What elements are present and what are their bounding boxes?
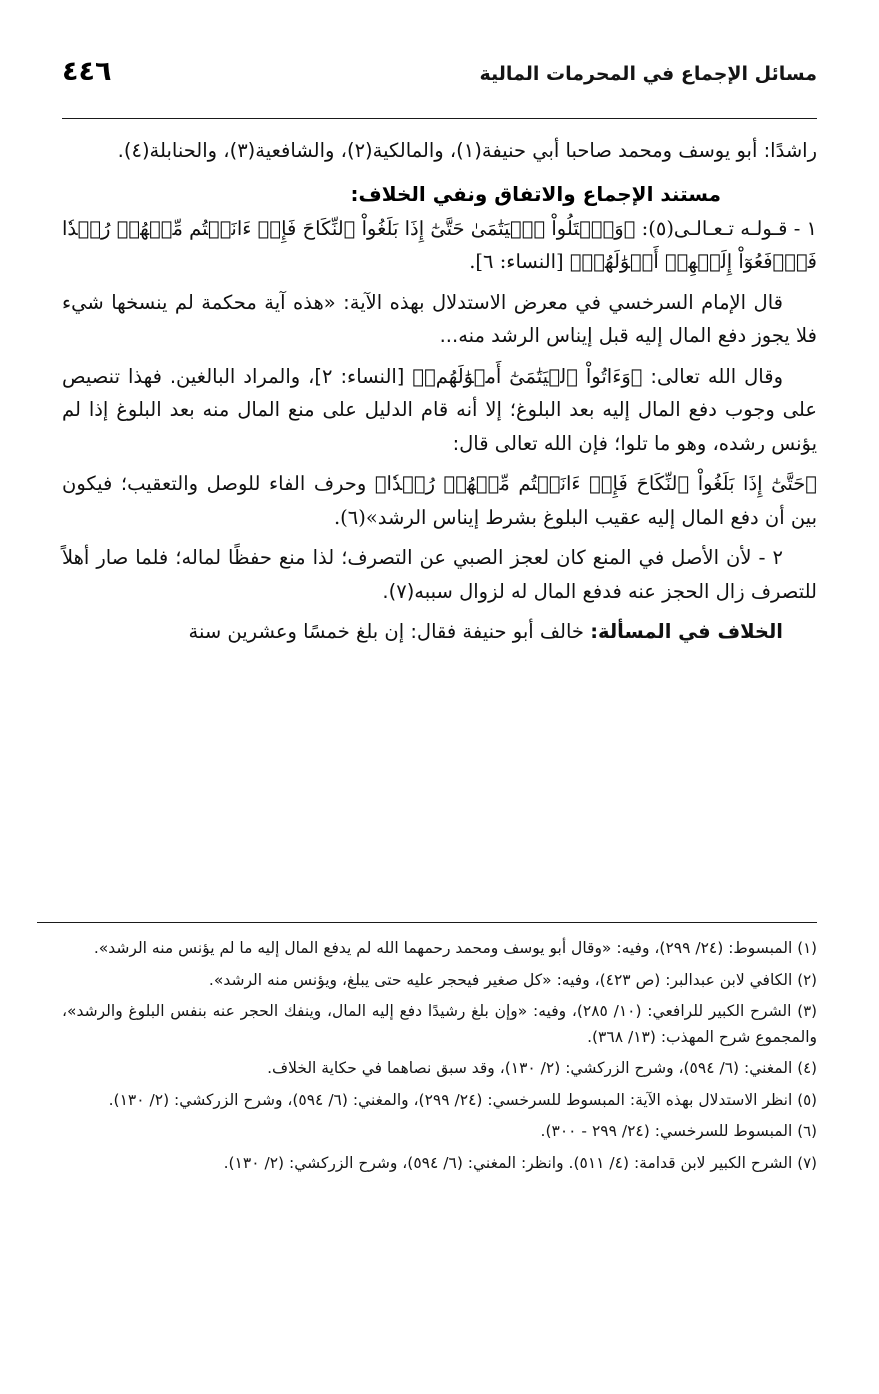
footnote-number: (٤): [797, 1059, 817, 1078]
footnote-text: المبسوط: (٢٤/ ٢٩٩)، وفيه: «وقال أبو يوسف ومحمد رحمهما الله لم يدفع المال إليه ما لم يؤنس منه الرشد».: [93, 939, 793, 957]
header-divider: [62, 118, 817, 119]
footnote-text: الشرح الكبير للرافعي: (١٠/ ٢٨٥)، وفيه: «وإن بلغ رشيدًا دفع إليه المال، وينفك الحجر عنه بنفس البلوغ والرشد»، والمجموع شرح المهذب: (١٣/ ٣٦٨).: [62, 1002, 817, 1046]
footnote-number: (١): [797, 939, 817, 957]
khilaf-label: الخلاف في المسألة:: [590, 620, 783, 644]
footnote-item: [62, 1151, 817, 1177]
page-header: [62, 56, 817, 87]
page-number: ٤٤٦: [62, 56, 112, 87]
footnote-number: (٣): [797, 1002, 817, 1021]
section-heading-evidence: مستند الإجماع والاتفاق ونفي الخلاف:: [350, 181, 721, 206]
paragraph-sarakhsi-quote: قال الإمام السرخسي في معرض الاستدلال بهذه الآية: «هذه آية محكمة لم ينسخها شيء فلا يجوز دفع المال إليه قبل إيناس الرشد منه...: [62, 290, 817, 348]
paragraph-quran-evidence-1: ١ - قـولـه تـعـالـى(٥): ﴿وَٱبۡتَلُواْ ٱلۡيَتَٰمَىٰ حَتَّىٰٓ إِذَا بَلَغُواْ ٱلنِّكَاحَ فَإِنۡ ءَانَسۡتُم مِّنۡهُمۡ رُشۡدٗا فَٱدۡفَعُوٓاْ إِلَيۡهِمۡ أَمۡوَٰلَهُمۡ﴾ [النساء: ٦].: [62, 216, 817, 274]
footnote-number: (٧): [797, 1153, 817, 1172]
footnote-list: [62, 936, 817, 1183]
footnote-text: الكافي لابن عبدالبر: (ص ٤٢٣)، وفيه: «كل صغير فيحجر عليه حتى يبلغ، ويؤنس منه الرشد».: [208, 970, 793, 989]
footnote-text: الشرح الكبير لابن قدامة: (٤/ ٥١١). وانظر: المغني: (٦/ ٥٩٤)، وشرح الزركشي: (٢/ ١٣٠).: [223, 1153, 793, 1172]
paragraph-quote-continued-1: وقال الله تعالى: ﴿وَءَاتُواْ ٱلۡيَتَٰمَىٰٓ أَمۡوَٰلَهُمۡ﴾ [النساء: ٢]، والمراد البالغين. فهذا تنصيص على وجوب دفع المال إليه بعد البلوغ؛ إلا أنه قام الدليل على منع المال منه بعد البلوغ إذا لم يؤنس رشده، وهو ما تلوا؛ فإن الله تعالى قال:: [62, 364, 817, 455]
footnote-item: [62, 968, 817, 994]
footnote-item: [62, 999, 817, 1050]
footnote-divider: [37, 922, 817, 923]
paragraph-opening: راشدًا: أبو يوسف ومحمد صاحبا أبي حنيفة(١)، والمالكية(٢)، والشافعية(٣)، والحنابلة(٤).: [117, 139, 817, 162]
paragraph-evidence-2: ٢ - لأن الأصل في المنع كان لعجز الصبي عن التصرف؛ لذا منع حفظًا لماله؛ فلما صار أهلاً للتصرف زال الحجز عنه فدفع المال له لزوال سببه(٧).: [62, 546, 817, 603]
khilaf-text: خالف أبو حنيفة فقال: إن بلغ خمسًا وعشرين سنة: [188, 620, 584, 644]
footnote-text: المبسوط للسرخسي: (٢٤/ ٢٩٩ - ٣٠٠).: [540, 1122, 793, 1141]
footnote-text: انظر الاستدلال بهذه الآية: المبسوط للسرخسي: (٢٤/ ٢٩٩)، والمغني: (٦/ ٥٩٤)، وشرح الزركشي: (٢/ ١٣٠).: [108, 1090, 793, 1109]
footnote-number: (٢): [797, 970, 817, 989]
footnote-item: [62, 1119, 817, 1145]
footnote-item: [62, 1056, 817, 1082]
page-body: [62, 134, 817, 656]
page-running-title: مسائل الإجماع في المحرمات المالية: [479, 63, 817, 85]
footnote-number: (٥): [797, 1090, 817, 1109]
paragraph-khilaf: [62, 615, 817, 649]
footnote-text: المغني: (٦/ ٥٩٤)، وشرح الزركشي: (٢/ ١٣٠)، وقد سبق نصاهما في حكاية الخلاف.: [267, 1059, 793, 1078]
footnote-number: (٦): [797, 1122, 817, 1141]
paragraph-quote-continued-2: ﴿حَتَّىٰٓ إِذَا بَلَغُواْ ٱلنِّكَاحَ فَإِنۡ ءَانَسۡتُم مِّنۡهُمۡ رُشۡدٗا﴾ وحرف الفاء للوصل والتعقيب؛ فيكون بين أن دفع المال إليه عقيب البلوغ بشرط إيناس الرشد»(٦).: [62, 472, 817, 529]
footnote-item: [62, 936, 817, 962]
footnote-item: [62, 1088, 817, 1114]
